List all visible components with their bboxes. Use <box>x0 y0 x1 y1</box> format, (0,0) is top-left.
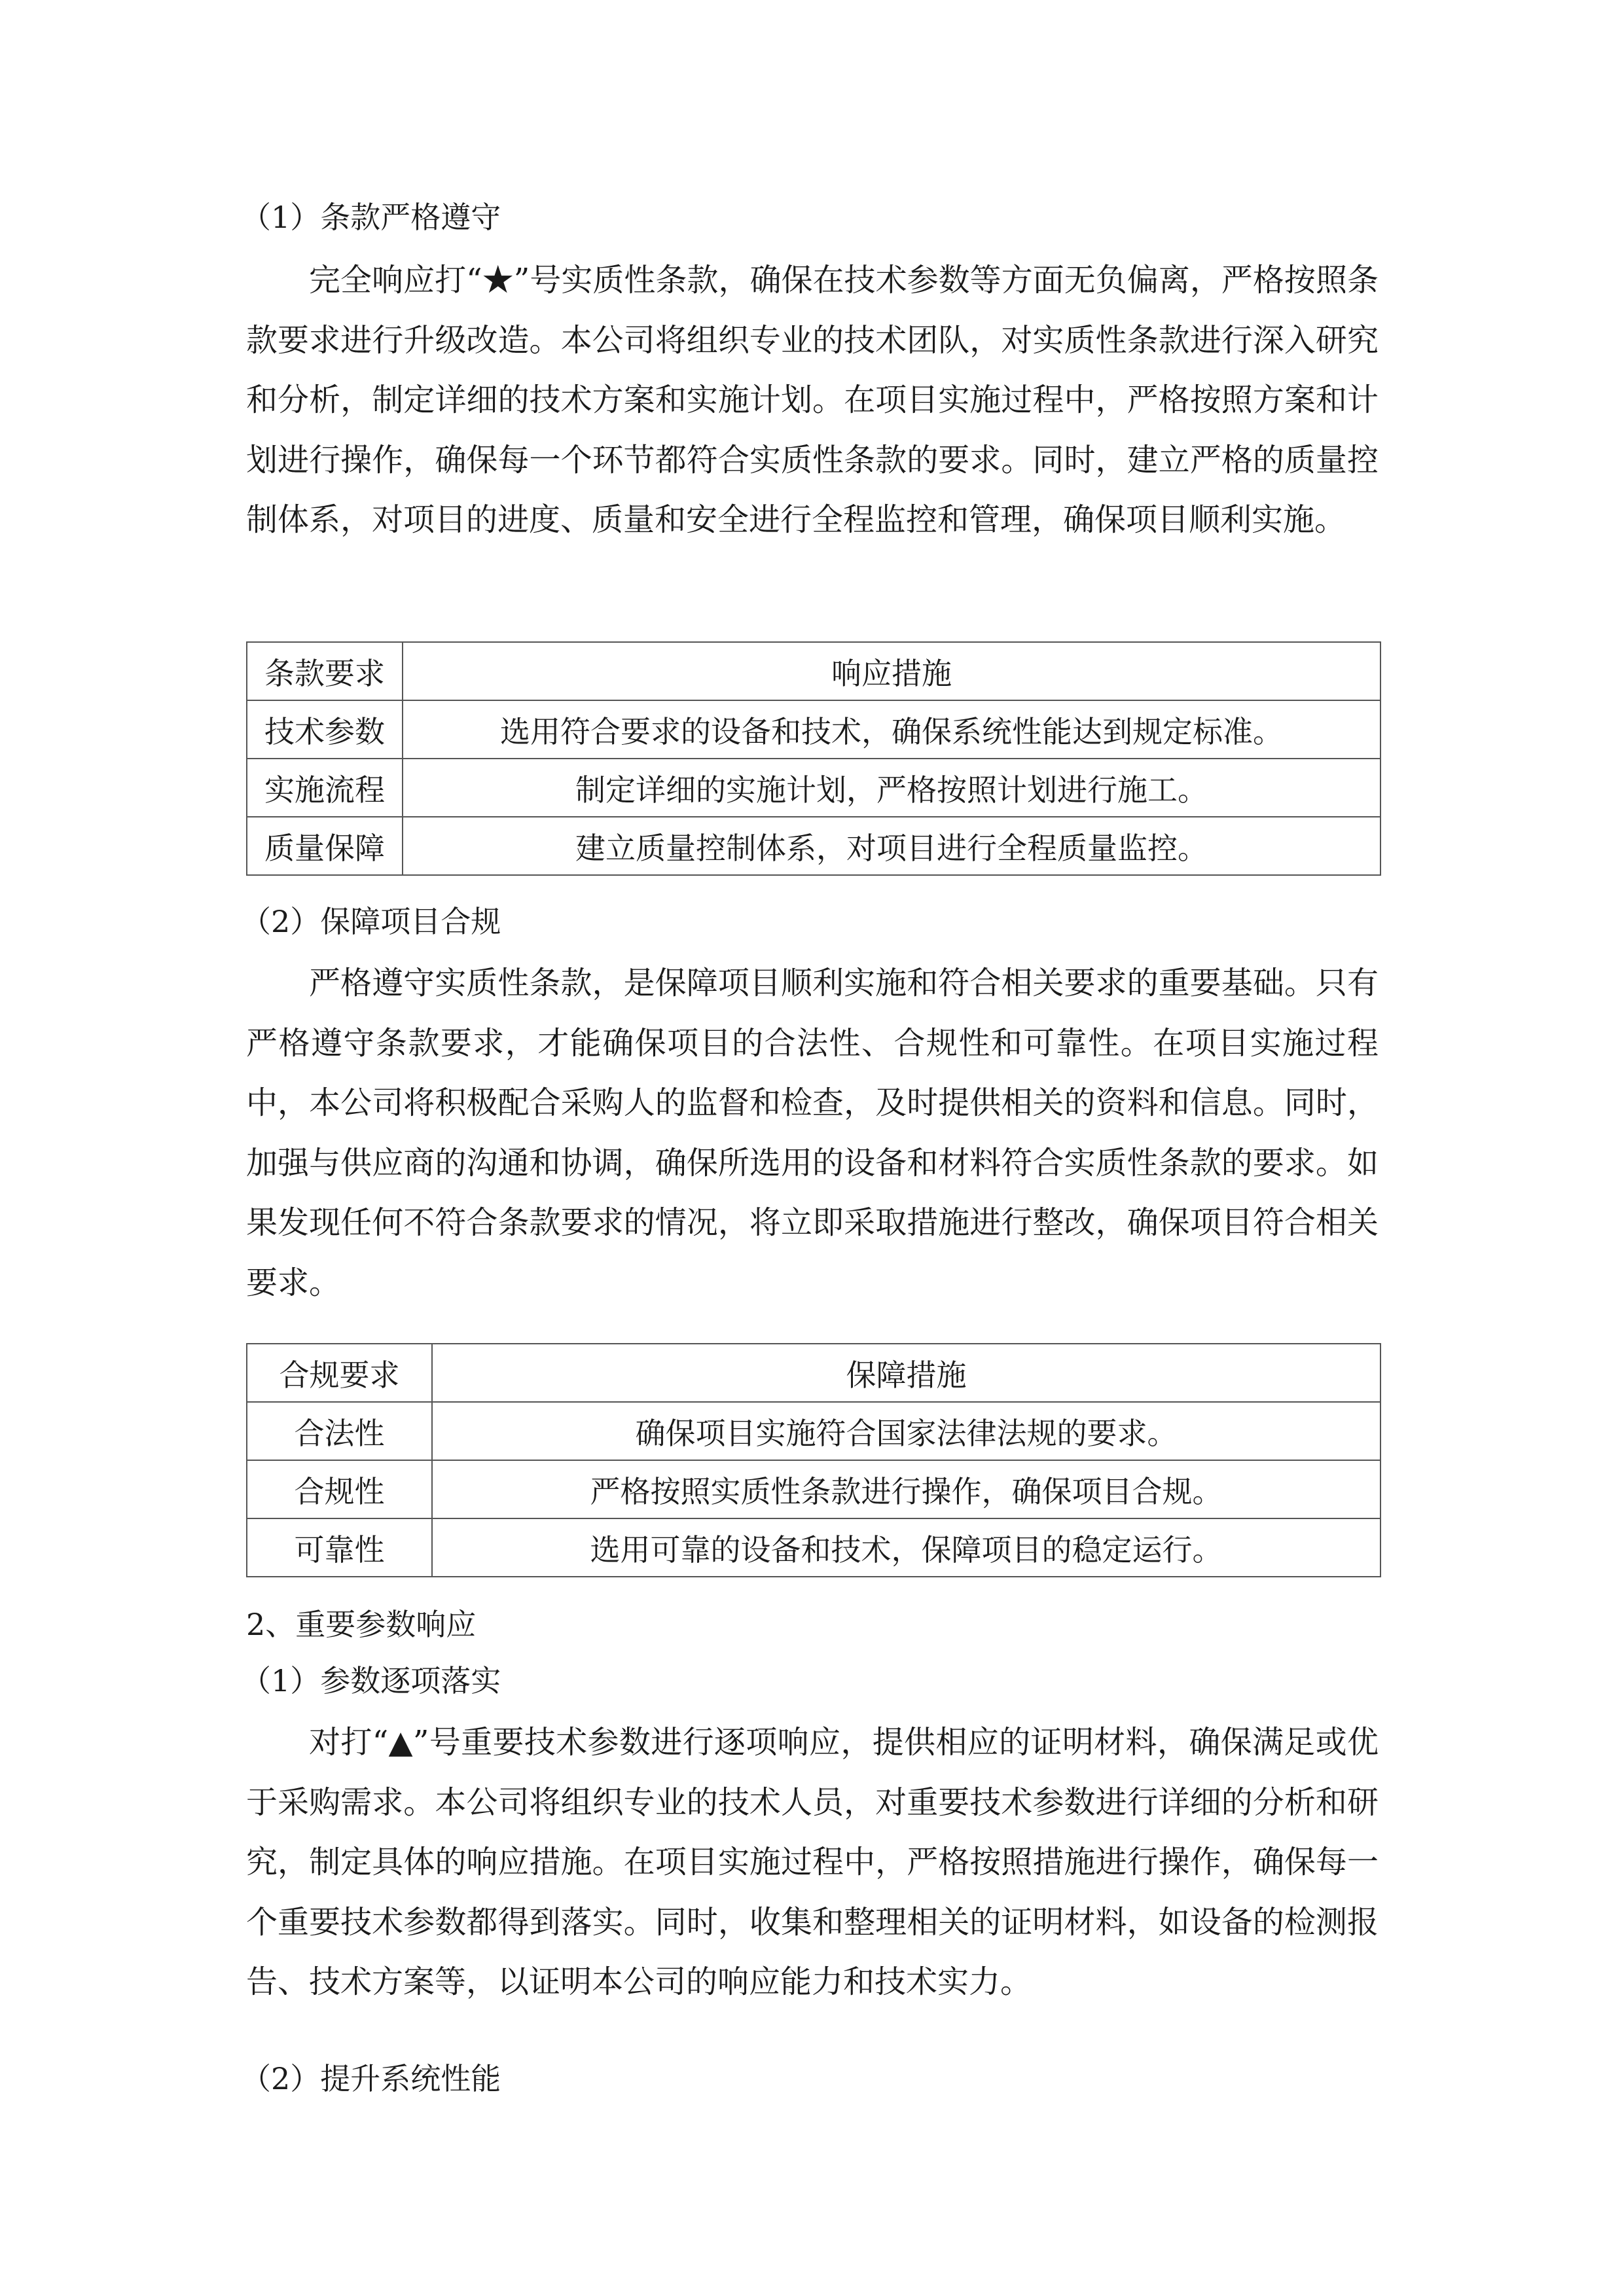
paragraph-clause-compliance: 完全响应打“★”号实质性条款，确保在技术参数等方面无负偏离，严格按照条款要求进行升级改造。本公司将组织专业的技术团队，对实质性条款进行深入研究和分析，制定详细的技术方案和实施计划。在项目实施过程中，严格按照方案和计划进行操作，确保每一个环节都符合实质性条款的要求。同时，建立严格的质量控制体系，对项目的进度、质量和安全进行全程监控和管理，确保项目顺利实施。 <box>246 262 1379 538</box>
table-row <box>247 1460 1380 1518</box>
table-row <box>247 1402 1380 1460</box>
table-row <box>247 700 1380 759</box>
paragraph-parameter-implementation: 对打“▲”号重要技术参数进行逐项响应，提供相应的证明材料，确保满足或优于采购需求。本公司将组织专业的技术人员，对重要技术参数进行详细的分析和研究，制定具体的响应措施。在项目实施过程中，严格按照措施进行操作，确保每一个重要技术参数都得到落实。同时，收集和整理相关的证明材料，如设备的检测报告、技术方案等，以证明本公司的响应能力和技术实力。 <box>246 1724 1379 2000</box>
table-cell: 质量保障 <box>247 817 403 875</box>
table-header-cell: 条款要求 <box>247 642 403 700</box>
table-row <box>247 1518 1380 1577</box>
table-cell: 合规性 <box>247 1460 432 1518</box>
table-cell: 选用可靠的设备和技术，保障项目的稳定运行。 <box>432 1518 1380 1577</box>
table-clause-response <box>246 641 1381 876</box>
table-cell: 选用符合要求的设备和技术，确保系统性能达到规定标准。 <box>403 700 1380 759</box>
table-cell: 可靠性 <box>247 1518 432 1577</box>
table-cell: 建立质量控制体系，对项目进行全程质量监控。 <box>403 817 1380 875</box>
table-cell: 严格按照实质性条款进行操作，确保项目合规。 <box>432 1460 1380 1518</box>
table-row <box>247 759 1380 817</box>
section-heading-parameter-implementation: （1）参数逐项落实 <box>241 1663 501 1698</box>
section-heading-project-compliance: （2）保障项目合规 <box>241 904 501 939</box>
table-cell: 确保项目实施符合国家法律法规的要求。 <box>432 1402 1380 1460</box>
table-header-cell: 响应措施 <box>403 642 1380 700</box>
table-header-row <box>247 1344 1380 1402</box>
table-header-row <box>247 642 1380 700</box>
table-header-cell: 合规要求 <box>247 1344 432 1402</box>
table-cell: 实施流程 <box>247 759 403 817</box>
table-compliance-measures <box>246 1343 1381 1577</box>
table-cell: 制定详细的实施计划，严格按照计划进行施工。 <box>403 759 1380 817</box>
section-heading-clause-compliance: （1）条款严格遵守 <box>241 200 501 235</box>
section-heading-system-performance: （2）提升系统性能 <box>241 2061 501 2096</box>
paragraph-project-compliance: 严格遵守实质性条款，是保障项目顺利实施和符合相关要求的重要基础。只有严格遵守条款要求，才能确保项目的合法性、合规性和可靠性。在项目实施过程中，本公司将积极配合采购人的监督和检查，及时提供相关的资料和信息。同时，加强与供应商的沟通和协调，确保所选用的设备和材料符合实质性条款的要求。如果发现任何不符合条款要求的情况，将立即采取措施进行整改，确保项目符合相关要求。 <box>246 965 1379 1301</box>
table-header-cell: 保障措施 <box>432 1344 1380 1402</box>
table-cell: 合法性 <box>247 1402 432 1460</box>
section-title-key-parameters: 2、重要参数响应 <box>246 1607 477 1642</box>
table-cell: 技术参数 <box>247 700 403 759</box>
table-row <box>247 817 1380 875</box>
